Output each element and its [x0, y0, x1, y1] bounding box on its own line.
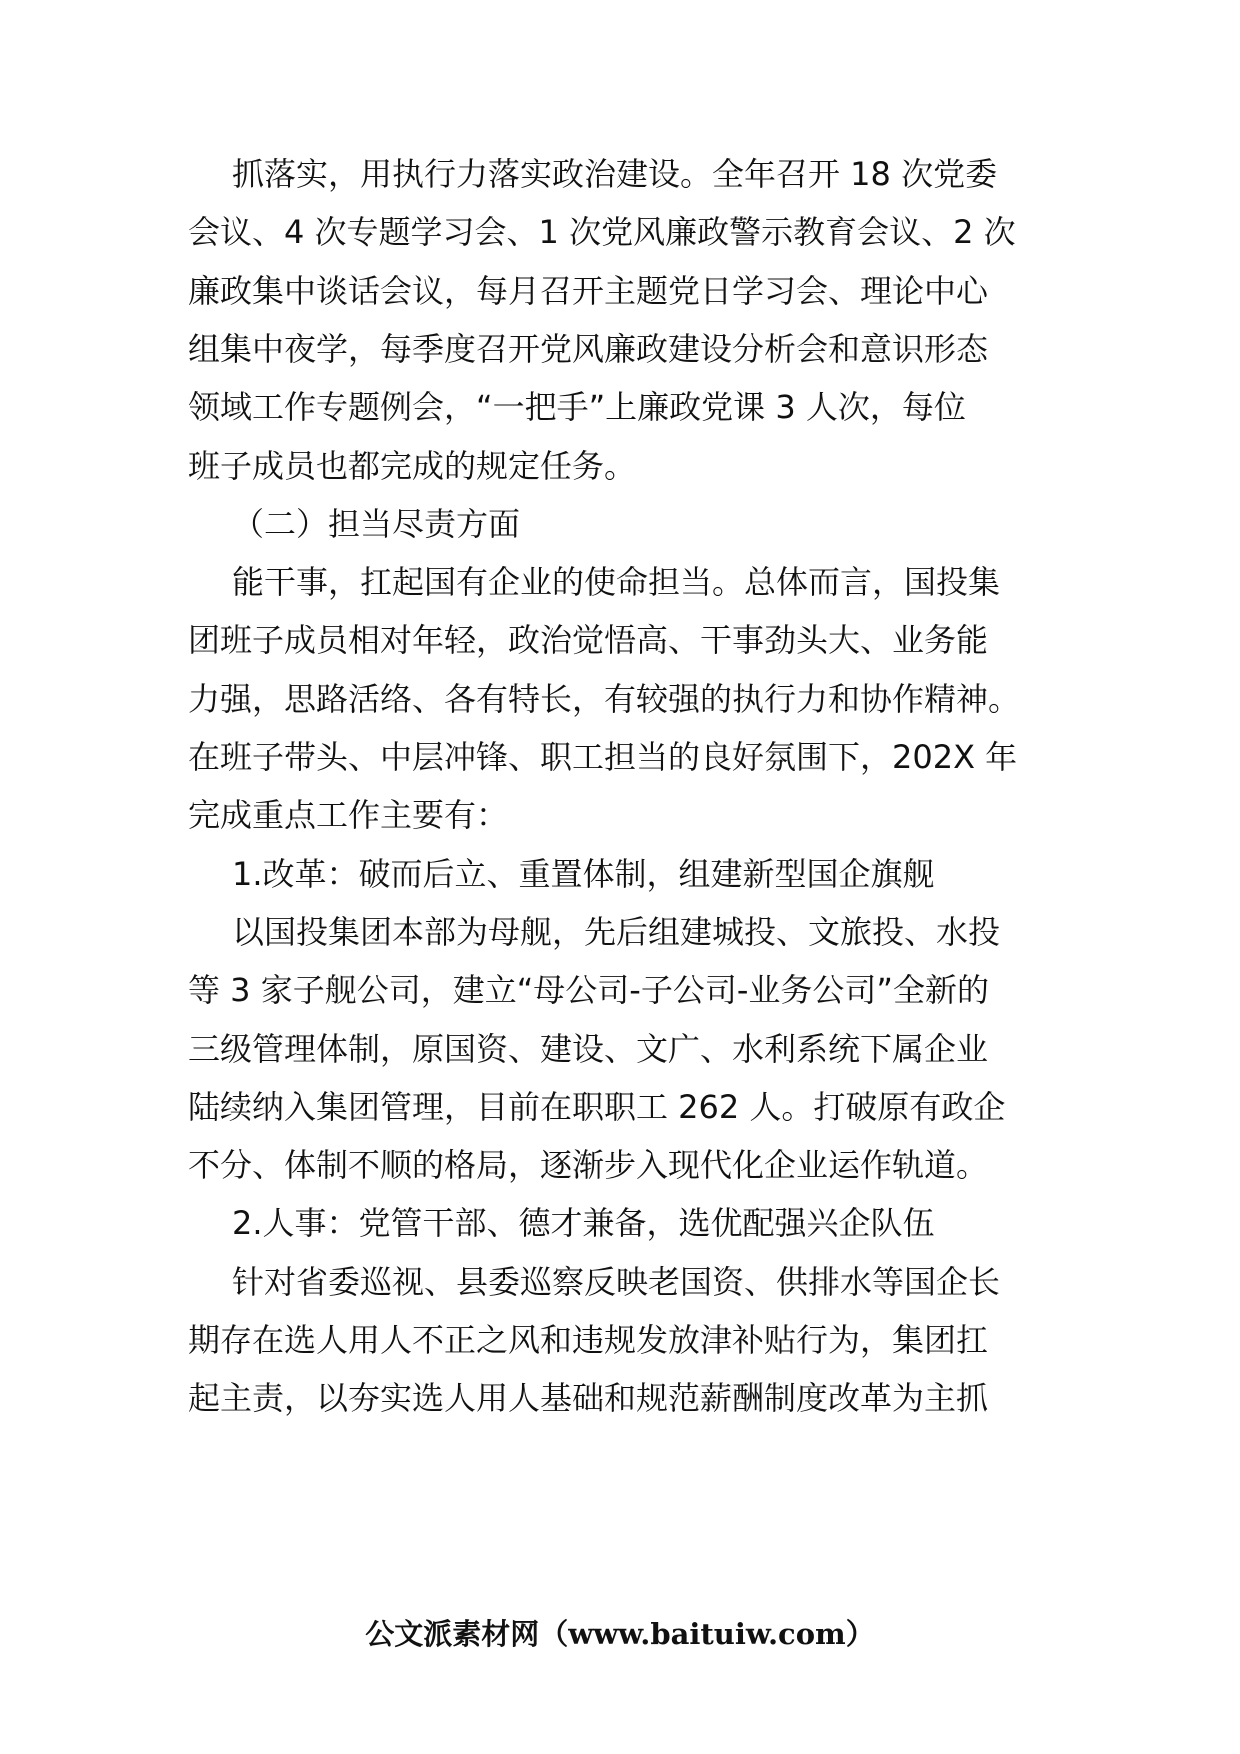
paragraph-line: 团班子成员相对年轻，政治觉悟高、干事劲头大、业务能 [188, 621, 989, 659]
paragraph-line: 廉政集中谈话会议，每月召开主题党日学习会、理论中心 [188, 272, 989, 310]
subsection-heading: 2.人事：党管干部、德才兼备，选优配强兴企队伍 [232, 1204, 935, 1242]
footer-watermark: 公文派素材网（www.baituiw.com） [365, 1617, 875, 1651]
paragraph-line: 等 3 家子舰公司，建立“母公司-子公司-业务公司”全新的 [188, 971, 989, 1009]
paragraph-line: 针对省委巡视、县委巡察反映老国资、供排水等国企长 [232, 1263, 1001, 1301]
paragraph-line: 组集中夜学，每季度召开党风廉政建设分析会和意识形态 [188, 330, 989, 368]
section-heading: （二）担当尽责方面 [232, 505, 521, 543]
paragraph-line: 不分、体制不顺的格局，逐渐步入现代化企业运作轨道。 [188, 1146, 989, 1184]
paragraph-line: 三级管理体制，原国资、建设、文广、水利系统下属企业 [188, 1030, 989, 1068]
paragraph-line: 以国投集团本部为母舰，先后组建城投、文旅投、水投 [232, 913, 1001, 951]
paragraph-line: 会议、4 次专题学习会、1 次党风廉政警示教育会议、2 次 [188, 213, 1016, 251]
paragraph-line: 力强，思路活络、各有特长，有较强的执行力和协作精神。 [188, 680, 1021, 718]
subsection-heading: 1.改革：破而后立、重置体制，组建新型国企旗舰 [232, 855, 935, 893]
paragraph-line: 起主责，以夯实选人用人基础和规范薪酬制度改革为主抓 [188, 1379, 989, 1417]
paragraph-line: 陆续纳入集团管理，目前在职职工 262 人。打破原有政企 [188, 1088, 1006, 1126]
paragraph-line: 完成重点工作主要有： [188, 796, 509, 834]
paragraph-line: 能干事，扛起国有企业的使命担当。总体而言，国投集 [232, 563, 1001, 601]
paragraph-line: 班子成员也都完成的规定任务。 [188, 447, 637, 485]
paragraph-line: 期存在选人用人不正之风和违规发放津补贴行为，集团扛 [188, 1321, 989, 1359]
paragraph-line: 领域工作专题例会，“一把手”上廉政党课 3 人次，每位 [188, 388, 966, 426]
paragraph-line: 在班子带头、中层冲锋、职工担当的良好氛围下，202X 年 [188, 738, 1018, 776]
paragraph-line: 抓落实，用执行力落实政治建设。全年召开 18 次党委 [232, 155, 998, 193]
